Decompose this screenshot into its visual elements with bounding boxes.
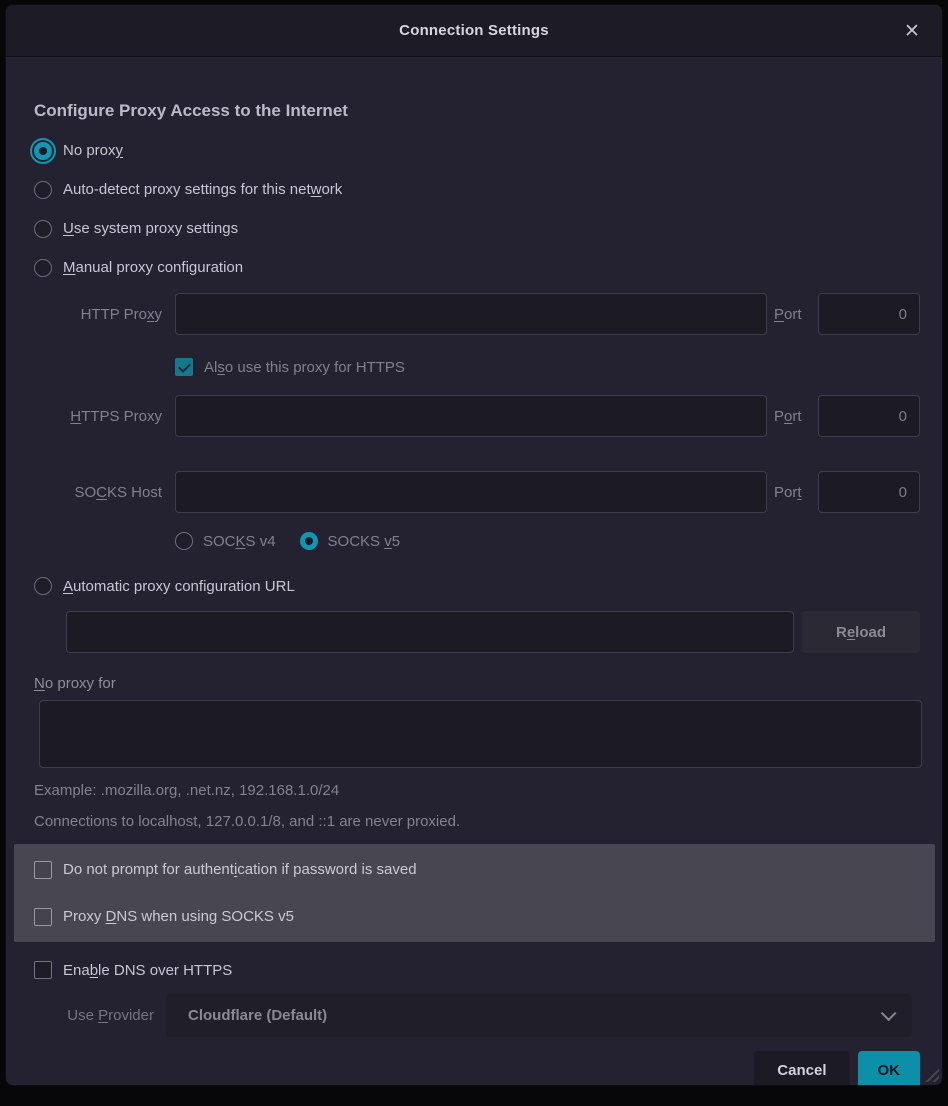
reload-button[interactable]: Reload xyxy=(802,611,920,653)
auto-url-label: Automatic proxy configuration URL xyxy=(63,577,295,595)
localhost-note: Connections to localhost, 127.0.0.1/8, and ::1 are never proxied. xyxy=(34,813,461,830)
auto-url-input[interactable] xyxy=(66,611,794,653)
socks-v5-radio[interactable] xyxy=(300,532,318,550)
http-proxy-input[interactable] xyxy=(175,293,767,335)
proxy-dns-label: Proxy DNS when using SOCKS v5 xyxy=(63,908,294,925)
page-title: Configure Proxy Access to the Internet xyxy=(34,101,348,120)
auto-url-radio[interactable] xyxy=(34,577,52,595)
use-system-radio[interactable] xyxy=(34,220,52,238)
dialog-titlebar xyxy=(6,5,942,57)
connection-settings-dialog xyxy=(5,4,943,1086)
no-proxy-label: No proxy xyxy=(63,142,124,159)
no-prompt-auth-row[interactable] xyxy=(34,846,935,893)
https-proxy-input[interactable] xyxy=(175,395,767,437)
proxy-dns-row[interactable] xyxy=(34,893,935,940)
auto-url-input-row xyxy=(66,611,920,653)
socks-port-input[interactable] xyxy=(818,471,920,513)
use-system-label: Use system proxy settings xyxy=(63,220,239,237)
auto-detect-radio[interactable] xyxy=(34,181,52,199)
https-port-label: Port xyxy=(774,407,802,425)
socks-v4-option[interactable] xyxy=(175,532,276,550)
no-proxy-for-label: No proxy for xyxy=(34,675,116,692)
dialog-content xyxy=(6,101,942,1086)
socks-port-label: Port xyxy=(774,483,802,501)
radio-row-auto-detect[interactable] xyxy=(34,170,920,209)
manual-proxy-radio[interactable] xyxy=(34,259,52,277)
socks-v4-label: SOCKS v4 xyxy=(203,532,276,550)
socks-host-input[interactable] xyxy=(175,471,767,513)
socks-v4-radio[interactable] xyxy=(175,532,193,550)
provider-selected-value: Cloudflare (Default) xyxy=(188,1007,328,1024)
socks-host-label: SOCKS Host xyxy=(74,483,162,501)
close-icon[interactable]: ✕ xyxy=(904,20,920,42)
http-proxy-row xyxy=(34,293,920,335)
ok-button[interactable]: OK xyxy=(858,1051,921,1086)
use-provider-label: Use Provider xyxy=(67,1007,154,1024)
http-proxy-label: HTTP Proxy xyxy=(80,305,162,323)
also-https-checkbox[interactable] xyxy=(175,358,193,376)
highlighted-options-section xyxy=(14,844,935,942)
socks-version-row xyxy=(175,525,920,557)
http-port-label: Port xyxy=(774,305,802,323)
radio-row-auto-url[interactable] xyxy=(34,571,920,601)
enable-doh-label: Enable DNS over HTTPS xyxy=(63,961,233,979)
http-port-input[interactable] xyxy=(818,293,920,335)
no-proxy-for-example: Example: .mozilla.org, .net.nz, 192.168.1.0/24 xyxy=(34,782,340,799)
socks-host-row xyxy=(34,471,920,513)
enable-doh-row[interactable] xyxy=(34,948,920,992)
chevron-down-icon xyxy=(881,1006,897,1022)
radio-row-no-proxy[interactable] xyxy=(34,131,920,170)
enable-doh-checkbox[interactable] xyxy=(34,961,52,979)
https-port-input[interactable] xyxy=(818,395,920,437)
doh-provider-row xyxy=(34,994,920,1037)
radio-row-manual[interactable] xyxy=(34,248,920,287)
also-https-label: Also use this proxy for HTTPS xyxy=(204,358,405,376)
cancel-button[interactable]: Cancel xyxy=(754,1051,849,1086)
socks-v5-option[interactable] xyxy=(300,532,401,550)
socks-v5-label: SOCKS v5 xyxy=(327,532,401,550)
radio-row-use-system[interactable] xyxy=(34,209,920,248)
auto-detect-label: Auto-detect proxy settings for this network xyxy=(63,181,343,198)
provider-dropdown[interactable] xyxy=(166,994,912,1037)
no-prompt-auth-checkbox[interactable] xyxy=(34,861,52,879)
no-proxy-for-textarea[interactable] xyxy=(39,700,922,768)
dialog-actions xyxy=(34,1051,920,1086)
dialog-title: Connection Settings xyxy=(399,22,549,39)
no-proxy-radio[interactable] xyxy=(34,142,52,160)
https-proxy-row xyxy=(34,395,920,437)
no-prompt-auth-label: Do not prompt for authentication if password is saved xyxy=(63,861,417,878)
also-https-row[interactable] xyxy=(175,347,920,387)
proxy-dns-checkbox[interactable] xyxy=(34,908,52,926)
https-proxy-label: HTTPS Proxy xyxy=(70,407,162,425)
manual-proxy-label: Manual proxy configuration xyxy=(63,259,244,276)
